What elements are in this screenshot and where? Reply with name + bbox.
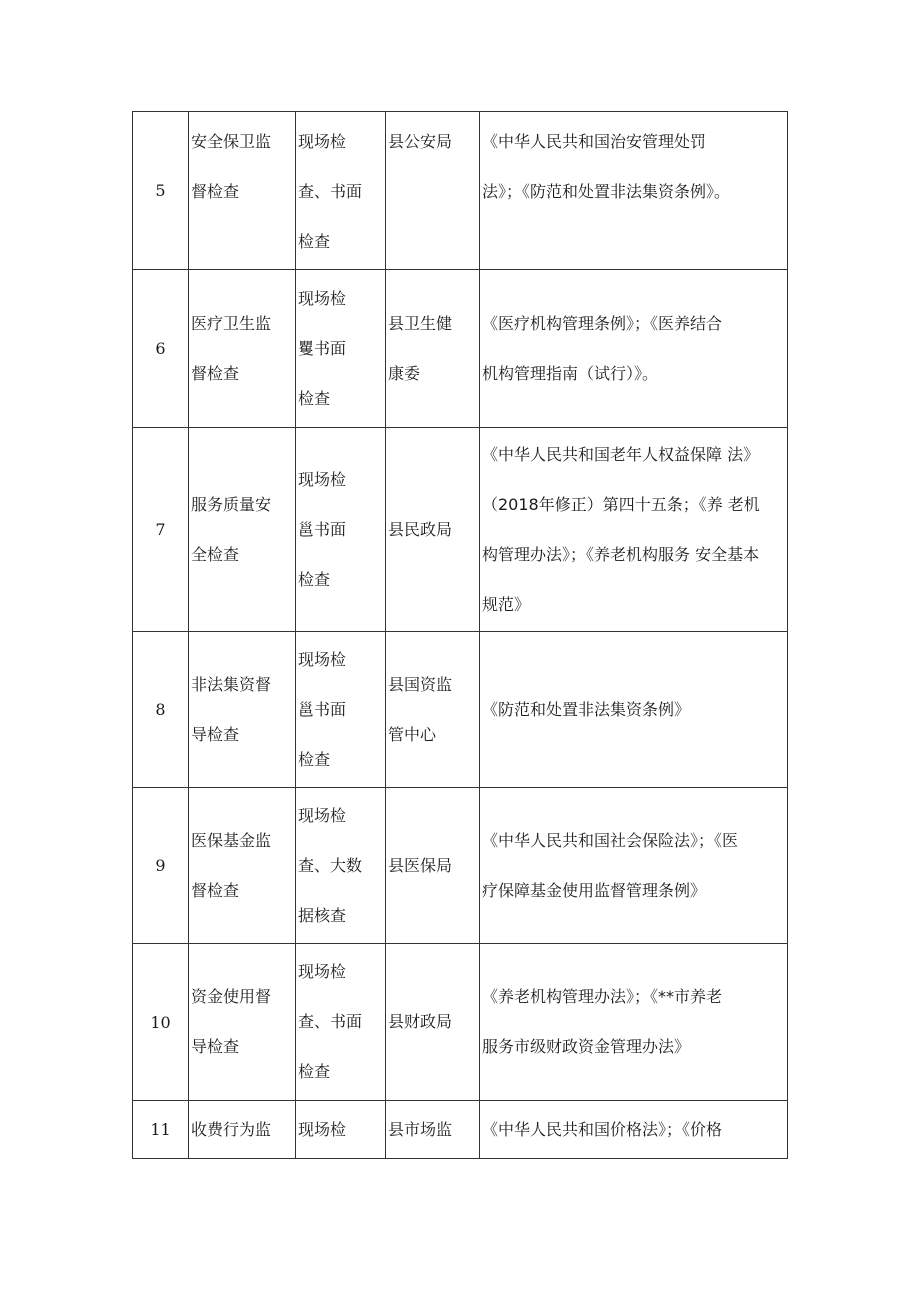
responsible-department: 县国资监 管中心 bbox=[386, 632, 480, 788]
row-number: 5 bbox=[133, 112, 189, 270]
responsible-department: 县财政局 bbox=[386, 944, 480, 1101]
inspection-item: 资金使用督 导检查 bbox=[189, 944, 296, 1101]
legal-basis: 《中华人民共和国老年人权益保障 法》 （2018年修正）第四十五条；《养 老机 构管理办法》；《养老机构服务 安全基本 规范》 bbox=[480, 428, 788, 632]
responsible-department: 县卫生健 康委 bbox=[386, 270, 480, 428]
inspection-method: 现场检 邕书面 检查 bbox=[296, 632, 386, 788]
inspection-method: 现场检 查、书面 检查 bbox=[296, 944, 386, 1101]
row-number: 10 bbox=[133, 944, 189, 1101]
inspection-item: 非法集资督 导检查 bbox=[189, 632, 296, 788]
responsible-department: 县市场监 bbox=[386, 1101, 480, 1159]
inspection-item: 安全保卫监 督检查 bbox=[189, 112, 296, 270]
inspection-item: 医保基金监 督检查 bbox=[189, 788, 296, 944]
inspection-item: 收费行为监 bbox=[189, 1101, 296, 1159]
row-number: 8 bbox=[133, 632, 189, 788]
legal-basis: 《中华人民共和国治安管理处罚 法》；《防范和处置非法集资条例》。 bbox=[480, 112, 788, 270]
legal-basis: 《养老机构管理办法》；《**市养老 服务市级财政资金管理办法》 bbox=[480, 944, 788, 1101]
row-number: 11 bbox=[133, 1101, 189, 1159]
table-row bbox=[133, 944, 788, 1101]
inspection-method: 现场检 查、大数 据核查 bbox=[296, 788, 386, 944]
row-number: 9 bbox=[133, 788, 189, 944]
inspection-item: 医疗卫生监 督检查 bbox=[189, 270, 296, 428]
inspection-method: 现场检 bbox=[296, 1101, 386, 1159]
legal-basis: 《防范和处置非法集资条例》 bbox=[480, 632, 788, 788]
responsible-department: 县公安局 bbox=[386, 112, 480, 270]
table-row bbox=[133, 270, 788, 428]
legal-basis: 《中华人民共和国社会保险法》；《医 疗保障基金使用监督管理条例》 bbox=[480, 788, 788, 944]
table-row bbox=[133, 788, 788, 944]
table-row bbox=[133, 428, 788, 632]
row-number: 6 bbox=[133, 270, 189, 428]
legal-basis: 《中华人民共和国价格法》；《价格 bbox=[480, 1101, 788, 1159]
inspection-item: 服务质量安 全检查 bbox=[189, 428, 296, 632]
inspection-method: 现场检 矍书面 检查 bbox=[296, 270, 386, 428]
regulation-table bbox=[132, 111, 788, 1159]
table-row bbox=[133, 632, 788, 788]
responsible-department: 县医保局 bbox=[386, 788, 480, 944]
inspection-method: 现场检 查、书面 检查 bbox=[296, 112, 386, 270]
table-row bbox=[133, 1101, 788, 1159]
inspection-method: 现场检 邕书面 检查 bbox=[296, 428, 386, 632]
row-number: 7 bbox=[133, 428, 189, 632]
table-row bbox=[133, 112, 788, 270]
responsible-department: 县民政局 bbox=[386, 428, 480, 632]
legal-basis: 《医疗机构管理条例》；《医养结合 机构管理指南（试行）》。 bbox=[480, 270, 788, 428]
